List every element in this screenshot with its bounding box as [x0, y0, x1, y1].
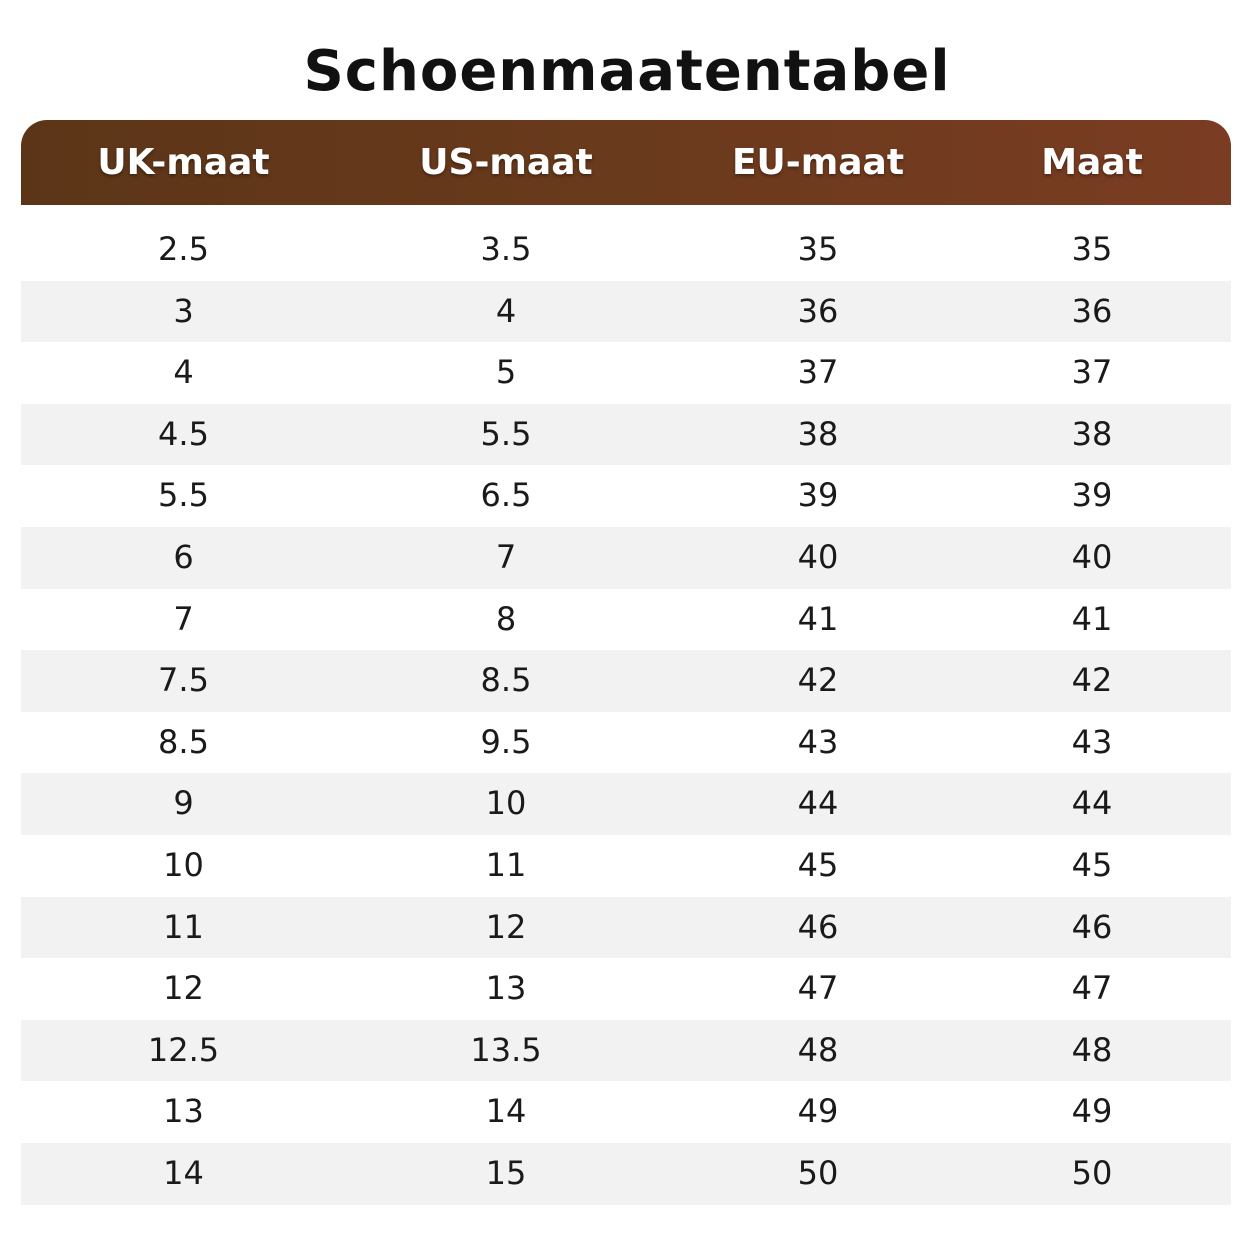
cell-uk-size: 8.5	[158, 722, 209, 761]
cell-size: 46	[1071, 907, 1113, 946]
cell-eu-size: 48	[797, 1030, 839, 1069]
cell-uk-size: 4	[173, 353, 194, 392]
cell-uk-size: 13	[163, 1092, 204, 1131]
table-row	[21, 527, 1231, 589]
cell-eu-size: 49	[797, 1092, 839, 1131]
cell-size: 41	[1071, 599, 1113, 638]
cell-us-size: 11	[485, 845, 527, 884]
table-row	[21, 1143, 1231, 1205]
table-row	[21, 958, 1231, 1020]
cell-uk-size: 12.5	[147, 1030, 220, 1069]
cell-us-size: 6.5	[480, 476, 532, 515]
cell-us-size: 15	[485, 1153, 527, 1192]
table-row	[21, 281, 1231, 343]
cell-us-size: 12	[485, 907, 527, 946]
cell-us-size: 10	[485, 784, 527, 823]
cell-us-size: 3.5	[480, 230, 532, 268]
cell-size: 35	[1071, 230, 1113, 268]
cell-size: 42	[1071, 661, 1113, 700]
cell-size: 43	[1071, 722, 1113, 761]
page-title: Schoenmaatentabel	[303, 39, 951, 104]
cell-uk-size: 6	[173, 537, 194, 576]
cell-uk-size: 7.5	[158, 661, 209, 700]
column-header-us: US-maat	[419, 142, 593, 183]
cell-us-size: 5.5	[480, 414, 532, 453]
cell-size: 47	[1071, 969, 1113, 1008]
cell-eu-size: 44	[797, 784, 839, 823]
table-header	[21, 120, 1231, 205]
cell-size: 37	[1071, 353, 1113, 392]
cell-us-size: 14	[485, 1092, 527, 1131]
table-row	[21, 1020, 1231, 1082]
table-row	[21, 650, 1231, 712]
cell-size: 50	[1071, 1153, 1113, 1192]
cell-us-size: 7	[495, 537, 517, 576]
size-table	[21, 120, 1231, 1205]
cell-us-size: 8	[495, 599, 517, 638]
table-row	[21, 589, 1231, 651]
cell-size: 44	[1071, 784, 1113, 823]
cell-uk-size: 14	[163, 1153, 204, 1192]
table-row	[21, 465, 1231, 527]
table-row	[21, 342, 1231, 404]
cell-uk-size: 3	[173, 291, 194, 330]
cell-eu-size: 43	[797, 722, 839, 761]
cell-eu-size: 42	[797, 661, 839, 700]
cell-eu-size: 46	[797, 907, 839, 946]
cell-uk-size: 11	[163, 907, 204, 946]
table-row	[21, 897, 1231, 959]
column-header-uk: UK-maat	[97, 142, 270, 183]
cell-eu-size: 50	[797, 1153, 839, 1192]
cell-uk-size: 2.5	[158, 230, 209, 268]
cell-size: 45	[1071, 845, 1113, 884]
cell-uk-size: 10	[163, 845, 204, 884]
table-row	[21, 773, 1231, 835]
cell-eu-size: 38	[797, 414, 839, 453]
cell-eu-size: 45	[797, 845, 839, 884]
table-row	[21, 712, 1231, 774]
cell-uk-size: 7	[173, 599, 194, 638]
table-row	[21, 1081, 1231, 1143]
cell-us-size: 9.5	[480, 722, 532, 761]
cell-us-size: 5	[495, 353, 517, 392]
cell-us-size: 8.5	[480, 661, 532, 700]
table-row	[21, 404, 1231, 466]
cell-uk-size: 12	[163, 969, 204, 1008]
table-row	[21, 835, 1231, 897]
cell-us-size: 4	[495, 291, 517, 330]
cell-size: 39	[1071, 476, 1113, 515]
cell-eu-size: 40	[797, 537, 839, 576]
cell-eu-size: 47	[797, 969, 839, 1008]
cell-us-size: 13.5	[470, 1030, 542, 1069]
cell-eu-size: 41	[797, 599, 839, 638]
cell-eu-size: 37	[797, 353, 839, 392]
cell-size: 38	[1071, 414, 1113, 453]
cell-uk-size: 4.5	[158, 414, 209, 453]
cell-size: 36	[1071, 291, 1113, 330]
column-header-eu: EU-maat	[731, 142, 905, 183]
cell-eu-size: 36	[797, 291, 839, 330]
cell-uk-size: 5.5	[158, 476, 209, 515]
cell-us-size: 13	[485, 969, 527, 1008]
cell-uk-size: 9	[173, 784, 194, 823]
cell-size: 49	[1071, 1092, 1113, 1131]
table-body	[21, 219, 1231, 1205]
table-row	[21, 219, 1231, 281]
cell-size: 40	[1071, 537, 1113, 576]
cell-size: 48	[1071, 1030, 1113, 1069]
column-header-maat: Maat	[1041, 142, 1143, 183]
cell-eu-size: 39	[797, 476, 839, 515]
cell-eu-size: 35	[797, 230, 839, 268]
